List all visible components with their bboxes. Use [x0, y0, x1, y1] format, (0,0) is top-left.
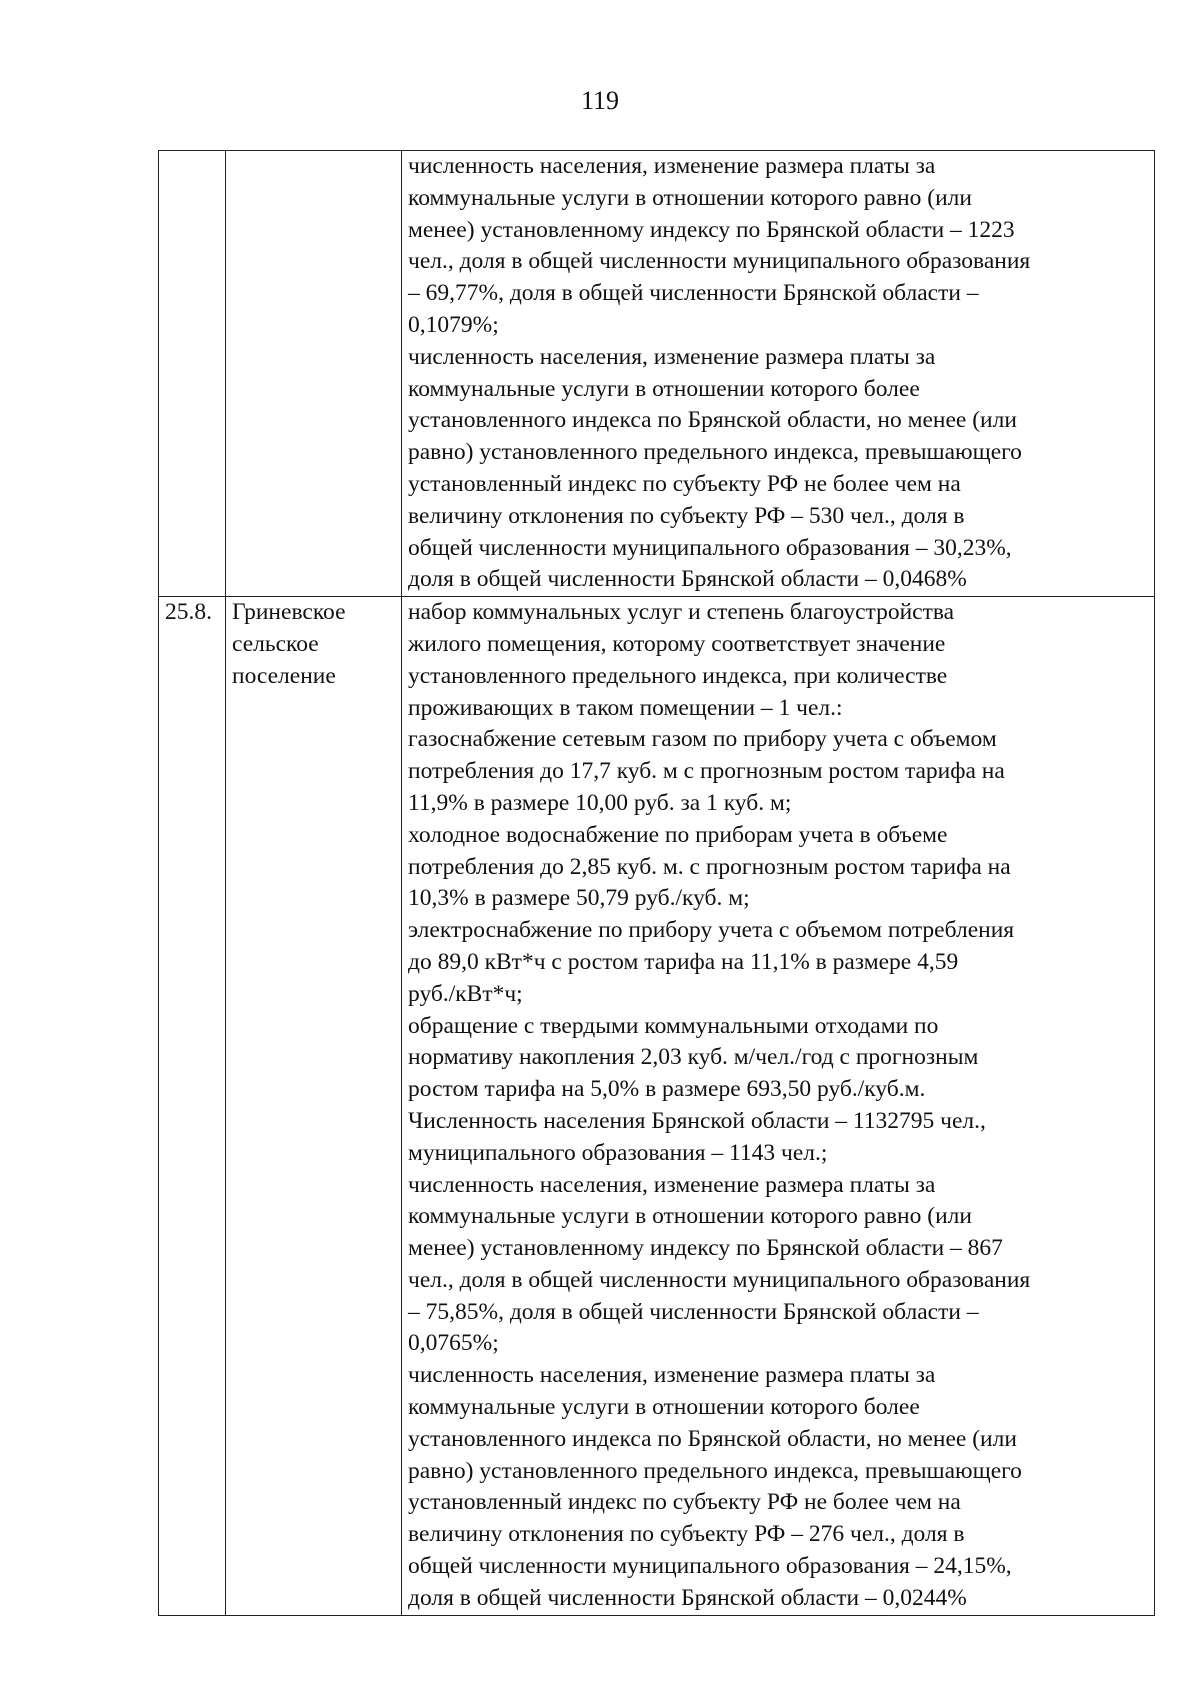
paragraph: газоснабжение сетевым газом по прибору учета с объемом потребления до 17,7 куб. м с прогнозным ростом тарифа на 11,9% в размере 10,00 руб. за 1 куб. м;: [408, 726, 1005, 816]
row-number: [159, 151, 226, 597]
row-number: 25.8.: [159, 597, 226, 1616]
paragraph: холодное водоснабжение по приборам учета в объеме потребления до 2,85 куб. м. с прогнозным ростом тарифа на 10,3% в размере 50,79 руб./куб. м;: [408, 821, 1011, 912]
table-row: [159, 151, 1155, 597]
table-row: [159, 597, 1155, 1616]
paragraph: численность населения, изменение размера платы за коммунальные услуги в отношении которого равно (или менее) установленному индексу по Брянской области – 867 чел., доля в общей численности муниципального образования – 75,85%, доля в общей численности Брянской области – 0,0765%;: [408, 1171, 1031, 1357]
paragraph: электроснабжение по прибору учета с объемом потребления до 89,0 кВт*ч с ростом тарифа на 11,1% в размере 4,59 руб./кВт*ч;: [408, 917, 1015, 1007]
paragraph: численность населения, изменение размера платы за коммунальные услуги в отношении которого равно (или менее) установленному индексу по Брянской области – 1223 чел., доля в общей численности муниципального образования – 69,77%, доля в общей численности Брянской области – 0,1079%;: [408, 153, 1031, 338]
paragraph: обращение с твердыми коммунальными отходами по нормативу накопления 2,03 куб. м/чел./год с прогнозным ростом тарифа на 5,0% в размере 693,50 руб./куб.м.: [408, 1012, 979, 1103]
municipality-name: Гриневское сельское поселение: [226, 597, 402, 1616]
description-cell: [402, 151, 1155, 597]
paragraph: Численность населения Брянской области – 1132795 чел., муниципального образования – 1143 чел.;: [408, 1107, 986, 1166]
paragraph: набор коммунальных услуг и степень благоустройства жилого помещения, которому соответствует значение установленного предельного индекса, при количестве проживающих в таком помещении – 1 чел.:: [408, 599, 955, 721]
paragraph: численность населения, изменение размера платы за коммунальные услуги в отношении которого более установленного индекса по Брянской области, но менее (или равно) установленного предельного индекса, превышающего установленный индекс по субъекту РФ не более чем на величину отклонения по субъекту РФ – 276 чел., доля в общей численности муниципального образования – 24,15%, доля в общей численности Брянской области – 0,0244%: [408, 1362, 1022, 1611]
page-number: 119: [580, 86, 620, 115]
municipality-name: [226, 151, 402, 597]
document-table: [158, 150, 1155, 1616]
description-cell: [402, 597, 1155, 1616]
paragraph: численность населения, изменение размера платы за коммунальные услуги в отношении которого более установленного индекса по Брянской области, но менее (или равно) установленного предельного индекса, превышающего установленный индекс по субъекту РФ не более чем на величину отклонения по субъекту РФ – 530 чел., доля в общей численности муниципального образования – 30,23%, доля в общей численности Брянской области – 0,0468%: [408, 343, 1022, 593]
